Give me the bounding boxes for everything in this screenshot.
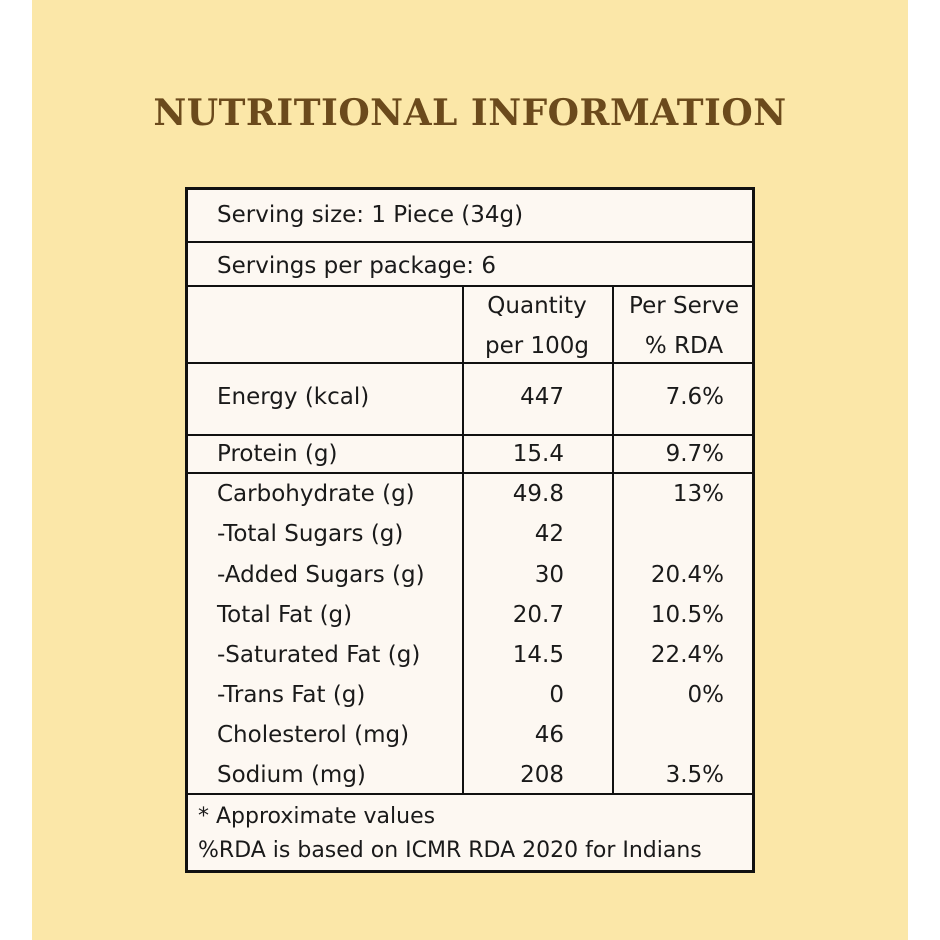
column-header-rda — [612, 286, 756, 366]
column-divider — [612, 285, 614, 793]
nutrient-name: -Total Sugars (g) — [217, 521, 404, 547]
nutrient-name: -Added Sugars (g) — [217, 562, 425, 588]
nutrient-quantity: 20.7 — [512, 602, 564, 628]
divider — [188, 362, 752, 364]
nutrient-rda: 3.5% — [665, 762, 724, 788]
nutrient-name: Total Fat (g) — [217, 602, 353, 628]
quantity-header-line1: Quantity — [487, 293, 587, 319]
nutrition-label — [185, 187, 755, 873]
nutrient-rda: 13% — [672, 481, 724, 507]
nutrient-rda: 7.6% — [665, 384, 724, 410]
nutrient-quantity: 14.5 — [512, 642, 564, 668]
nutrient-quantity: 46 — [534, 722, 564, 748]
page-title: NUTRITIONAL INFORMATION — [153, 92, 787, 134]
nutrient-quantity: 15.4 — [512, 441, 564, 467]
divider — [188, 241, 752, 243]
nutrient-quantity: 49.8 — [512, 481, 564, 507]
nutrient-rda: 20.4% — [650, 562, 724, 588]
nutrient-quantity: 447 — [520, 384, 564, 410]
serving-size: Serving size: 1 Piece (34g) — [217, 202, 524, 228]
nutrient-name: Energy (kcal) — [217, 384, 370, 410]
nutrient-name: -Saturated Fat (g) — [217, 642, 421, 668]
quantity-header-line2: per 100g — [484, 333, 590, 359]
nutrient-quantity: 42 — [534, 521, 564, 547]
nutrient-name: Carbohydrate (g) — [217, 481, 415, 507]
nutrient-name: Sodium (mg) — [217, 762, 366, 788]
divider — [188, 793, 752, 795]
nutrient-name: Protein (g) — [217, 441, 338, 467]
nutrient-rda: 9.7% — [665, 441, 724, 467]
nutrient-name: -Trans Fat (g) — [217, 682, 366, 708]
divider — [188, 434, 752, 436]
rda-header-line2: % RDA — [644, 333, 724, 359]
servings-per-package: Servings per package: 6 — [217, 253, 496, 279]
nutrient-quantity: 208 — [520, 762, 564, 788]
rda-header-line1: Per Serve — [629, 293, 739, 319]
nutrient-rda: 10.5% — [650, 602, 724, 628]
nutrient-rda: 22.4% — [650, 642, 724, 668]
column-header-quantity — [462, 286, 612, 366]
footnote-approximate: * Approximate values — [198, 804, 436, 829]
divider — [188, 472, 752, 474]
nutrient-quantity: 0 — [549, 682, 564, 708]
footnote-rda-basis: %RDA is based on ICMR RDA 2020 for Indians — [198, 838, 702, 863]
nutrient-rda: 0% — [687, 682, 724, 708]
nutrient-name: Cholesterol (mg) — [217, 722, 410, 748]
nutrient-quantity: 30 — [534, 562, 564, 588]
